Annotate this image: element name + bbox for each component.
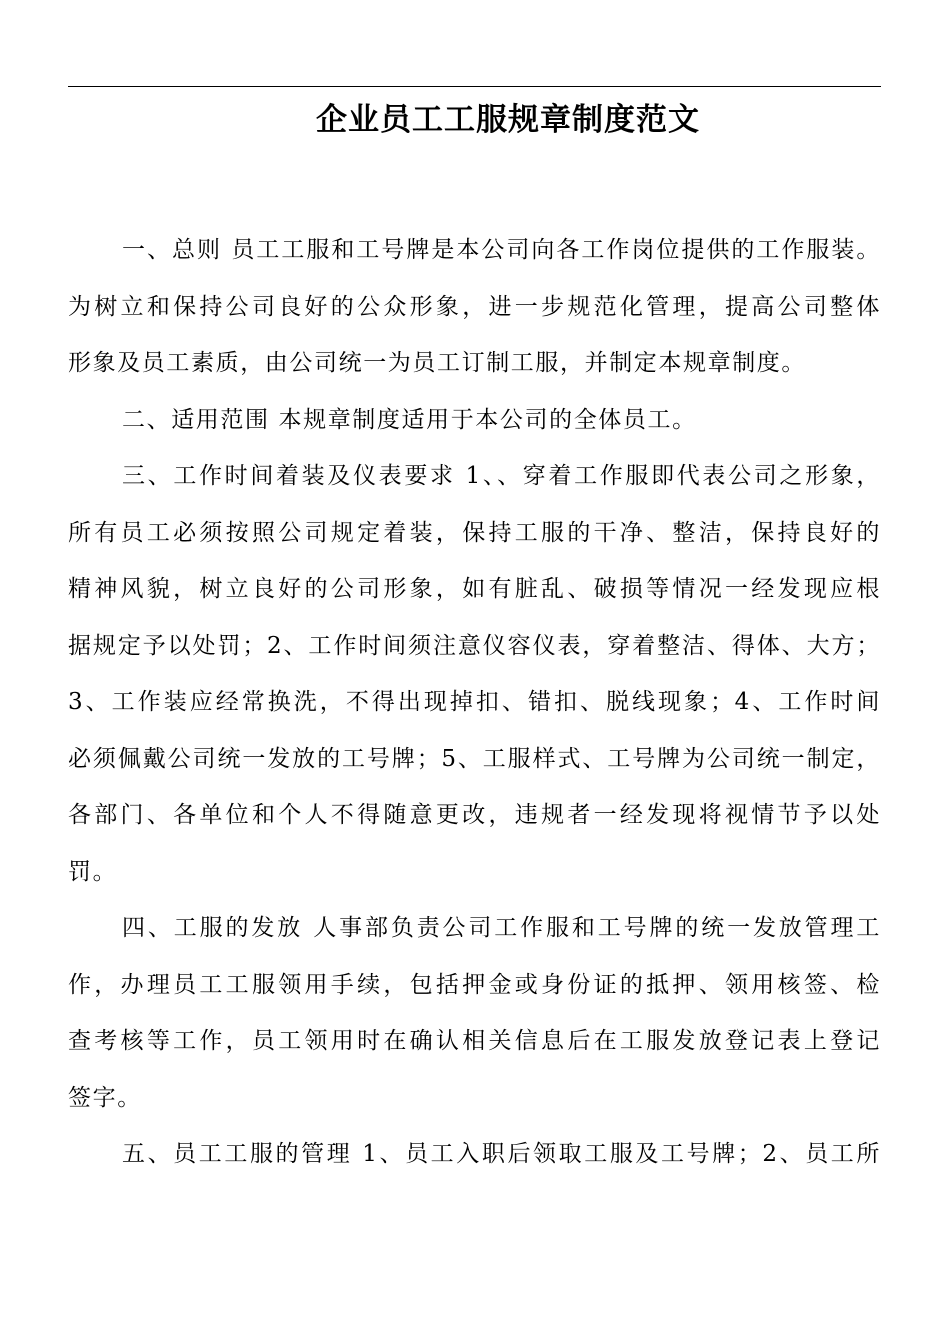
text-line: 查考核等工作，员工领用时在确认相关信息后在工服发放登记表上登记 [68, 1028, 881, 1054]
text-line: 一、总则 员工工服和工号牌是本公司向各工作岗位提供的工作服装。 [122, 237, 881, 263]
document-title: 企业员工工服规章制度范文 [316, 102, 700, 138]
text-line: 据规定予以处罚；2、工作时间须注意仪容仪表，穿着整洁、得体、大方； [68, 632, 881, 659]
text-line: 3、工作装应经常换洗，不得出现掉扣、错扣、脱线现象；4、工作时间 [68, 689, 881, 715]
text-line: 四、工服的发放 人事部负责公司工作服和工号牌的统一发放管理工 [122, 915, 881, 941]
text-line: 所有员工必须按照公司规定着装，保持工服的干净、整洁，保持良好的 [68, 519, 881, 546]
text-line: 二、适用范围 本规章制度适用于本公司的全体员工。 [122, 406, 697, 433]
text-line: 三、工作时间着装及仪表要求 1、、穿着工作服即代表公司之形象， [122, 463, 881, 489]
text-line: 作，办理员工工服领用手续，包括押金或身份证的抵押、领用核签、检 [68, 971, 881, 998]
text-line: 罚。 [68, 858, 118, 885]
text-line: 签字。 [68, 1084, 142, 1111]
text-line: 各部门、各单位和个人不得随意更改，违规者一经发现将视情节予以处 [68, 802, 881, 828]
text-line: 形象及员工素质，由公司统一为员工订制工服，并制定本规章制度。 [68, 350, 806, 376]
text-line: 五、员工工服的管理 1、员工入职后领取工服及工号牌；2、员工所 [122, 1141, 881, 1167]
text-line: 精神风貌，树立良好的公司形象，如有脏乱、破损等情况一经发现应根 [68, 576, 881, 602]
text-line: 为树立和保持公司良好的公众形象，进一步规范化管理，提高公司整体 [68, 293, 881, 320]
text-line: 必须佩戴公司统一发放的工号牌；5、工服样式、工号牌为公司统一制定， [68, 745, 881, 772]
document-body [68, 222, 881, 1183]
header-rule [68, 86, 881, 87]
